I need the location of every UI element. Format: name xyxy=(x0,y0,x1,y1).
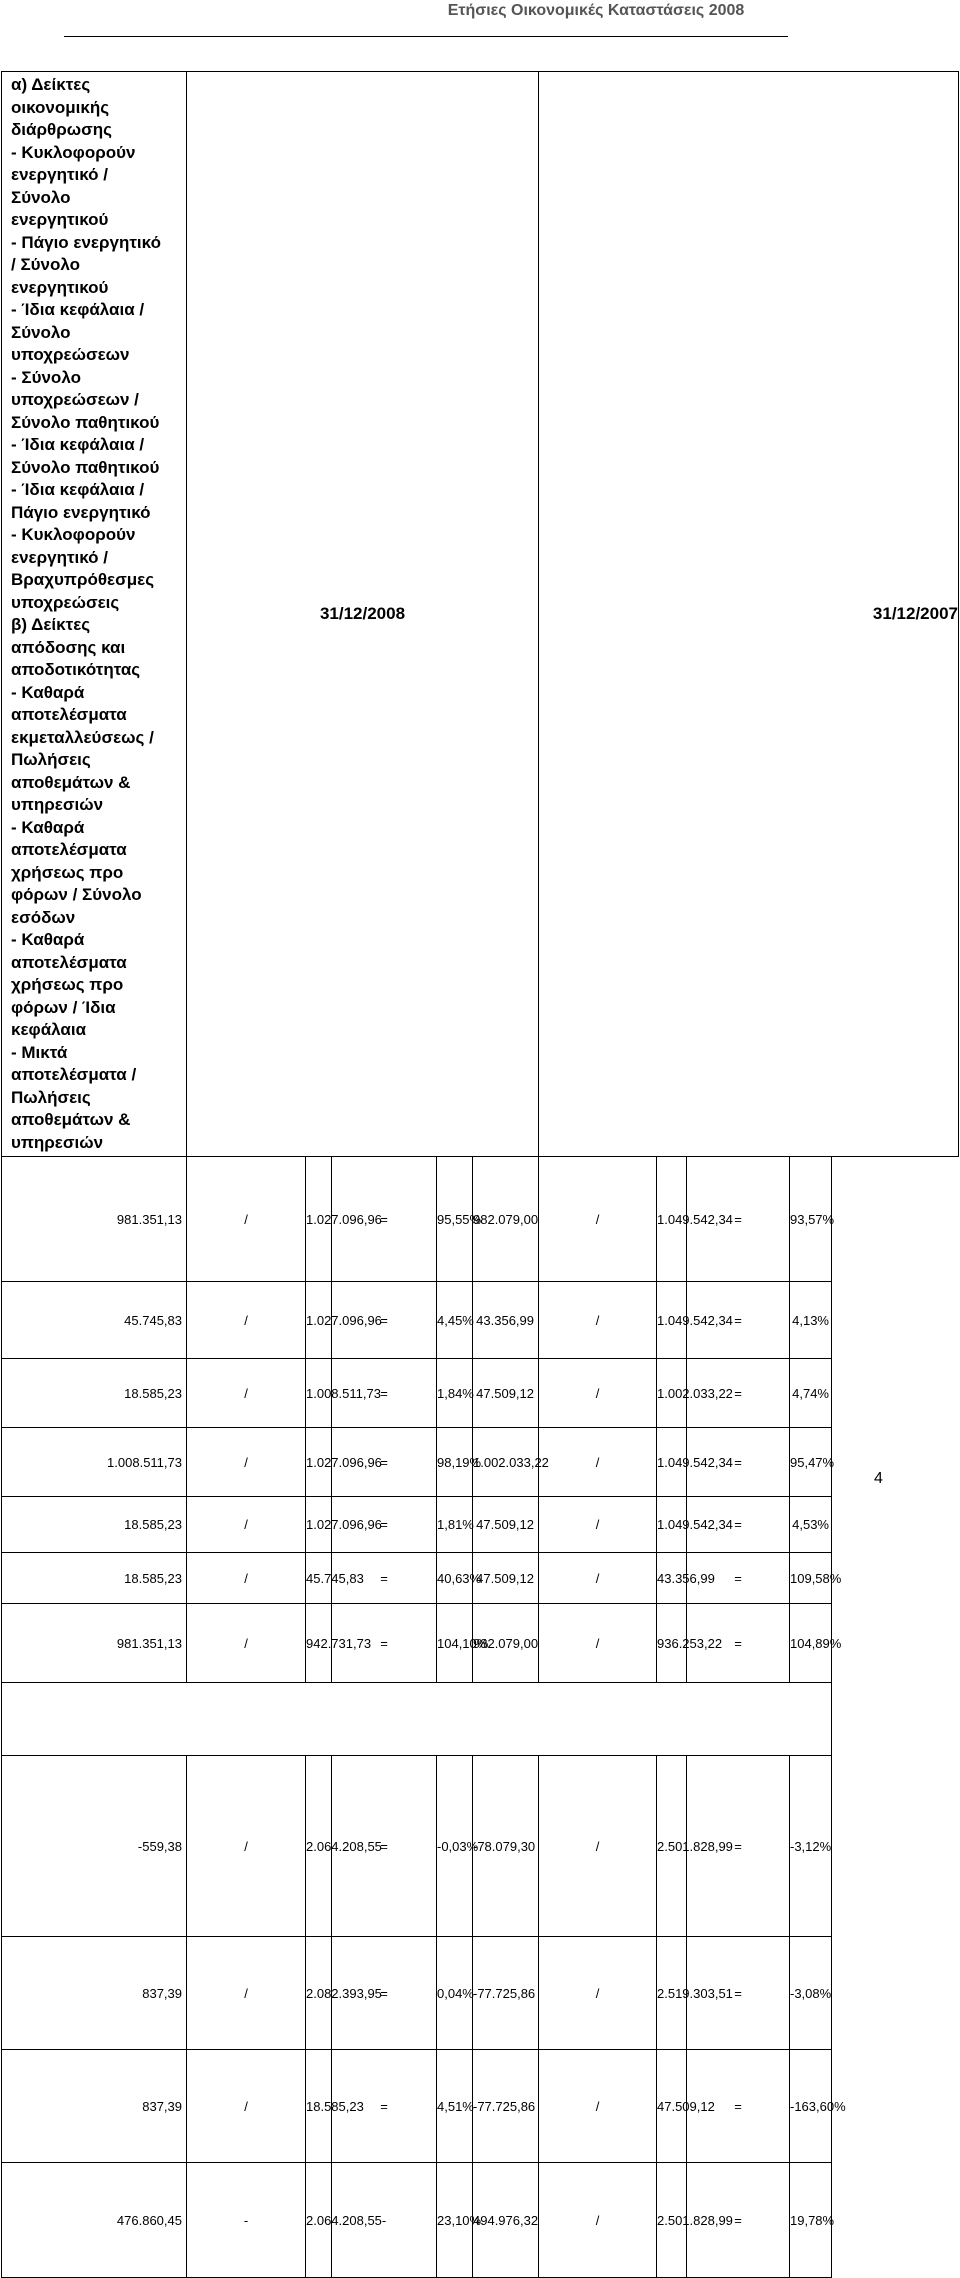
previous-equals: = xyxy=(687,2163,790,2278)
previous-numerator: 494.976,32 xyxy=(473,2163,539,2278)
current-operator: / xyxy=(187,2050,306,2163)
ratio-label-line: - Κυκλοφορούν xyxy=(11,525,136,544)
current-denominator: 2.082.393,95 xyxy=(306,1937,332,2050)
previous-ratio: 104,89% xyxy=(790,1604,832,1683)
ratio-label-line: χρήσεως προ xyxy=(11,862,124,882)
ratio-label-line: α) Δείκτες xyxy=(11,75,91,94)
previous-denominator: 1.049.542,34 xyxy=(657,1428,687,1497)
ratio-label-line: υπηρεσιών xyxy=(11,1132,104,1152)
previous-denominator: 1.049.542,34 xyxy=(657,1157,687,1282)
current-numerator: 18.585,23 xyxy=(2,1497,187,1553)
previous-operator: / xyxy=(539,2050,657,2163)
previous-operator: / xyxy=(539,1359,657,1428)
current-ratio: 0,04% xyxy=(437,1937,473,2050)
table-row xyxy=(2,1282,959,1359)
current-numerator: 18.585,23 xyxy=(2,1359,187,1428)
ratio-label-line: αποτελέσματα xyxy=(11,840,127,859)
previous-ratio: -3,12% xyxy=(790,1756,832,1937)
ratio-label-line: αποτελέσματα xyxy=(11,705,127,724)
ratio-label-line: υπηρεσιών xyxy=(11,795,104,814)
ratio-label-line: - Μικτά xyxy=(11,1042,68,1062)
ratio-label-line: ενεργητικού xyxy=(11,277,109,297)
current-ratio: 95,55% xyxy=(437,1157,473,1282)
table-row xyxy=(2,1553,959,1604)
previous-ratio: 4,13% xyxy=(790,1282,832,1359)
current-denominator: 942.731,73 xyxy=(306,1604,332,1683)
table-row xyxy=(2,1157,959,1282)
ratio-label-list xyxy=(11,74,178,1154)
current-operator: / xyxy=(187,1157,306,1282)
ratio-label-line: Σύνολο xyxy=(11,322,71,342)
previous-numerator: 982.079,00 xyxy=(473,1157,539,1282)
current-equals: = xyxy=(332,1359,437,1428)
financial-ratios-table xyxy=(1,71,959,2278)
previous-denominator: 936.253,22 xyxy=(657,1604,687,1683)
current-numerator: 837,39 xyxy=(2,1937,187,2050)
current-ratio: 1,81% xyxy=(437,1497,473,1553)
current-operator: / xyxy=(187,1282,306,1359)
ratio-label-line: Πωλήσεις xyxy=(11,1087,91,1107)
current-denominator: 1.027.096,96 xyxy=(306,1428,332,1497)
previous-operator: / xyxy=(539,1756,657,1937)
current-denominator: 2.064.208,55 xyxy=(306,2163,332,2278)
current-equals: = xyxy=(332,2050,437,2163)
ratio-label-line: απόδοσης και xyxy=(11,637,126,657)
previous-denominator: 2.501.828,99 xyxy=(657,2163,687,2278)
ratio-label-line: αποθεμάτων & xyxy=(11,1110,131,1129)
previous-numerator: 43.356,99 xyxy=(473,1282,539,1359)
previous-equals: = xyxy=(687,1937,790,2050)
previous-numerator: 47.509,12 xyxy=(473,1497,539,1553)
previous-operator: / xyxy=(539,1157,657,1282)
ratio-label-line: - Πάγιο ενεργητικό xyxy=(11,232,161,252)
ratio-label-line: Σύνολο xyxy=(11,187,71,207)
ratio-label-line: ενεργητικού xyxy=(11,210,109,229)
ratio-label-line: αποτελέσματα xyxy=(11,952,127,972)
ratio-labels xyxy=(2,72,187,1157)
ratio-rows xyxy=(2,1157,959,2278)
table-row xyxy=(2,1359,959,1428)
ratio-label-line: υποχρεώσεων xyxy=(11,345,130,364)
ratio-label-line: Βραχυπρόθεσμες xyxy=(11,570,155,589)
previous-equals: = xyxy=(687,1756,790,1937)
previous-denominator: 2.501.828,99 xyxy=(657,1756,687,1937)
current-equals: = xyxy=(332,1282,437,1359)
table-row xyxy=(2,2163,959,2278)
previous-equals: = xyxy=(687,1428,790,1497)
current-equals: - xyxy=(332,2163,437,2278)
previous-operator: / xyxy=(539,1604,657,1683)
table-row xyxy=(2,1937,959,2050)
previous-operator: / xyxy=(539,2163,657,2278)
spacer-cell xyxy=(2,1683,832,1756)
previous-numerator: 1.002.033,22 xyxy=(473,1428,539,1497)
previous-ratio: 95,47% xyxy=(790,1428,832,1497)
ratio-label-line: - Ίδια κεφάλαια / xyxy=(11,480,145,499)
current-ratio: 23,10% xyxy=(437,2163,473,2278)
ratio-label-line: φόρων / Σύνολο xyxy=(11,885,142,904)
previous-denominator: 1.002.033,22 xyxy=(657,1359,687,1428)
current-denominator: 1.027.096,96 xyxy=(306,1157,332,1282)
current-operator: / xyxy=(187,1497,306,1553)
current-denominator: 1.027.096,96 xyxy=(306,1497,332,1553)
previous-ratio: -163,60% xyxy=(790,2050,832,2163)
current-ratio: 98,19% xyxy=(437,1428,473,1497)
previous-numerator: -78.079,30 xyxy=(473,1756,539,1937)
current-numerator: 981.351,13 xyxy=(2,1157,187,1282)
column-header-2008: 31/12/2008 xyxy=(187,72,539,1157)
table-row xyxy=(2,1756,959,1937)
previous-operator: / xyxy=(539,1428,657,1497)
current-ratio: 4,45% xyxy=(437,1282,473,1359)
ratio-label-line: - Ίδια κεφάλαια / xyxy=(11,300,145,319)
header-rule xyxy=(64,36,788,37)
previous-numerator: 47.509,12 xyxy=(473,1553,539,1604)
current-equals: = xyxy=(332,1756,437,1937)
previous-equals: = xyxy=(687,1604,790,1683)
ratio-label-line: αποδοτικότητας xyxy=(11,660,141,679)
previous-ratio: 4,74% xyxy=(790,1359,832,1428)
current-ratio: 40,63% xyxy=(437,1553,473,1604)
ratio-label-line: χρήσεως προ xyxy=(11,975,124,994)
ratio-label-line: - Κυκλοφορούν xyxy=(11,142,136,162)
ratio-label-line: κεφάλαια xyxy=(11,1020,87,1039)
section-spacer-row xyxy=(2,1683,959,1756)
current-operator: / xyxy=(187,1756,306,1937)
previous-operator: / xyxy=(539,1497,657,1553)
table-row xyxy=(2,1428,959,1497)
ratio-label-line: αποτελέσματα / xyxy=(11,1065,137,1084)
ratio-label-line: διάρθρωσης xyxy=(11,120,112,139)
current-numerator: 837,39 xyxy=(2,2050,187,2163)
previous-denominator: 47.509,12 xyxy=(657,2050,687,2163)
current-operator: / xyxy=(187,1937,306,2050)
ratio-label-line: εσόδων xyxy=(11,907,76,927)
current-denominator: 2.064.208,55 xyxy=(306,1756,332,1937)
ratio-label-line: - Καθαρά xyxy=(11,682,85,702)
ratio-label-line: / Σύνολο xyxy=(11,255,81,274)
current-denominator: 18.585,23 xyxy=(306,2050,332,2163)
ratio-label-line: ενεργητικό / xyxy=(11,547,109,567)
current-denominator: 45.745,83 xyxy=(306,1553,332,1604)
current-numerator: 476.860,45 xyxy=(2,2163,187,2278)
previous-operator: / xyxy=(539,1553,657,1604)
column-header-2007: 31/12/2007 xyxy=(539,72,959,1157)
previous-numerator: 982.079,00 xyxy=(473,1604,539,1683)
previous-numerator: -77.725,86 xyxy=(473,2050,539,2163)
current-operator: / xyxy=(187,1553,306,1604)
current-denominator: 1.008.511,73 xyxy=(306,1359,332,1428)
ratio-label-line: - Σύνολο xyxy=(11,367,81,387)
ratio-label-line: Σύνολο παθητικού xyxy=(11,457,160,477)
current-operator: - xyxy=(187,2163,306,2278)
document-title: Ετήσιες Οικονομικές Καταστάσεις 2008 xyxy=(447,2,745,19)
previous-ratio: 19,78% xyxy=(790,2163,832,2278)
current-operator: / xyxy=(187,1359,306,1428)
ratio-label-line: οικονομικής xyxy=(11,97,110,117)
previous-operator: / xyxy=(539,1282,657,1359)
previous-equals: = xyxy=(687,1553,790,1604)
ratio-label-line: - Ίδια κεφάλαια / xyxy=(11,435,145,454)
current-denominator: 1.027.096,96 xyxy=(306,1282,332,1359)
previous-equals: = xyxy=(687,1359,790,1428)
previous-denominator: 2.519.303,51 xyxy=(657,1937,687,2050)
ratio-label-line: Πωλήσεις xyxy=(11,750,91,769)
previous-numerator: 47.509,12 xyxy=(473,1359,539,1428)
ratio-label-line: εκμεταλλεύσεως / xyxy=(11,727,154,747)
ratio-label-line: β) Δείκτες xyxy=(11,615,91,634)
current-operator: / xyxy=(187,1604,306,1683)
current-numerator: 18.585,23 xyxy=(2,1553,187,1604)
table-header-row xyxy=(2,72,959,1157)
current-equals: = xyxy=(332,1497,437,1553)
previous-ratio: 4,53% xyxy=(790,1497,832,1553)
ratio-label-line: ενεργητικό / xyxy=(11,165,109,184)
current-ratio: 1,84% xyxy=(437,1359,473,1428)
table-row xyxy=(2,1604,959,1683)
previous-numerator: -77.725,86 xyxy=(473,1937,539,2050)
previous-equals: = xyxy=(687,1157,790,1282)
previous-operator: / xyxy=(539,1937,657,2050)
previous-denominator: 1.049.542,34 xyxy=(657,1282,687,1359)
previous-equals: = xyxy=(687,1282,790,1359)
current-equals: = xyxy=(332,1157,437,1282)
ratio-label-line: Σύνολο παθητικού xyxy=(11,412,160,432)
current-numerator: 1.008.511,73 xyxy=(2,1428,187,1497)
current-numerator: 981.351,13 xyxy=(2,1604,187,1683)
previous-ratio: 109,58% xyxy=(790,1553,832,1604)
current-operator: / xyxy=(187,1428,306,1497)
previous-denominator: 43.356,99 xyxy=(657,1553,687,1604)
previous-equals: = xyxy=(687,1497,790,1553)
current-equals: = xyxy=(332,1428,437,1497)
ratio-label-line: - Καθαρά xyxy=(11,817,85,837)
ratio-label-line: - Καθαρά xyxy=(11,930,85,949)
previous-equals: = xyxy=(687,2050,790,2163)
current-equals: = xyxy=(332,1604,437,1683)
previous-denominator: 1.049.542,34 xyxy=(657,1497,687,1553)
current-numerator: 45.745,83 xyxy=(2,1282,187,1359)
page-number: 4 xyxy=(874,1470,883,1487)
previous-ratio: -3,08% xyxy=(790,1937,832,2050)
table-row xyxy=(2,1497,959,1553)
ratio-label-line: Πάγιο ενεργητικό xyxy=(11,502,151,522)
current-ratio: -0,03% xyxy=(437,1756,473,1937)
current-ratio: 4,51% xyxy=(437,2050,473,2163)
ratio-label-line: αποθεμάτων & xyxy=(11,772,131,792)
table-row xyxy=(2,2050,959,2163)
current-ratio: 104,10% xyxy=(437,1604,473,1683)
current-equals: = xyxy=(332,1937,437,2050)
ratio-label-line: υποχρεώσεων / xyxy=(11,390,139,409)
current-numerator: -559,38 xyxy=(2,1756,187,1937)
current-equals: = xyxy=(332,1553,437,1604)
ratio-label-line: φόρων / Ίδια xyxy=(11,997,116,1017)
previous-ratio: 93,57% xyxy=(790,1157,832,1282)
ratio-label-line: υποχρεώσεις xyxy=(11,592,120,612)
